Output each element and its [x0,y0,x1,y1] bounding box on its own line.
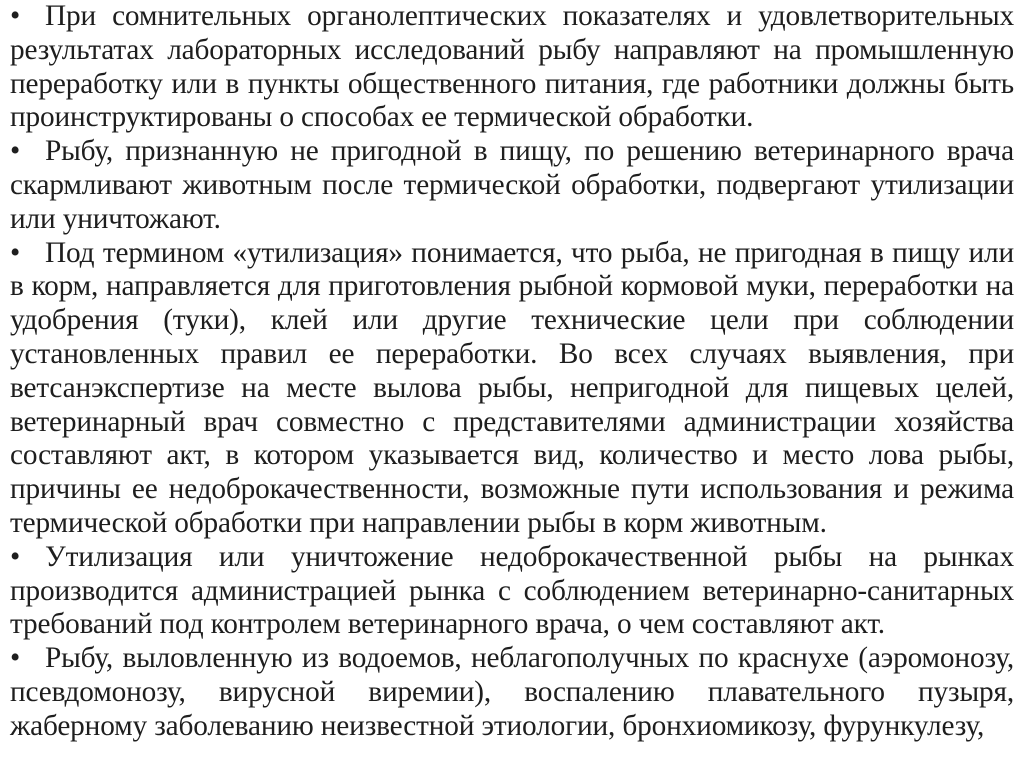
paragraph-text: При сомнительных органолептических показателях и удовлетворительных результатах лабораторных исследований рыбу направляют на промышленную переработку или в пункты общественного питания, где работники должны быть проинструктированы о способах ее термической обработки. [10,0,1014,134]
bullet-paragraph [10,541,1014,642]
paragraph-text: Под термином «утилизация» понимается, что рыба, не пригодная в пищу или в корм, направляется для приготовления рыбной кормовой муки, переработки на удобрения (туки), клей или другие технические цели при соблюдении установленных правил ее переработки. Во всех случаях выявления, при ветсанэкспертизе на месте вылова рыбы, непригодной для пищевых целей, ветеринарный врач совместно с представителями администрации хозяйства составляют акт, в котором указывается вид, количество и место лова рыбы, причины ее недоброкачественности, возможные пути использования и режима термической обработки при направлении рыбы в корм животным. [10,236,1014,539]
bullet-marker: • [10,642,21,675]
bullet-marker: • [10,540,21,573]
paragraph-text: Рыбу, признанную не пригодной в пищу, по решению ветеринарного врача скармливают животным после термической обработки, подвергают утилизации или уничтожают. [10,135,1014,235]
bullet-paragraph [10,237,1014,541]
bullet-paragraph [10,0,1014,135]
bullet-paragraph [10,135,1014,236]
paragraph-text: Утилизация или уничтожение недоброкачественной рыбы на рынках производится администрацией рынка с соблюдением ветеринарно-санитарных требований под контролем ветеринарного врача, о чем составляют акт. [10,540,1014,641]
bullet-marker: • [10,135,21,168]
paragraph-text: Рыбу, выловленную из водоемов, неблагополучных по краснухе (аэромонозу, псевдомонозу, вирусной виремии), воспалению плавательного пузыря, жаберному заболеванию неизвестной этиологии, бронхиомикозу, фурункулезу, [10,642,1014,742]
bullet-marker: • [10,0,21,32]
bullet-paragraph [10,642,1014,743]
bullet-marker: • [10,236,21,269]
